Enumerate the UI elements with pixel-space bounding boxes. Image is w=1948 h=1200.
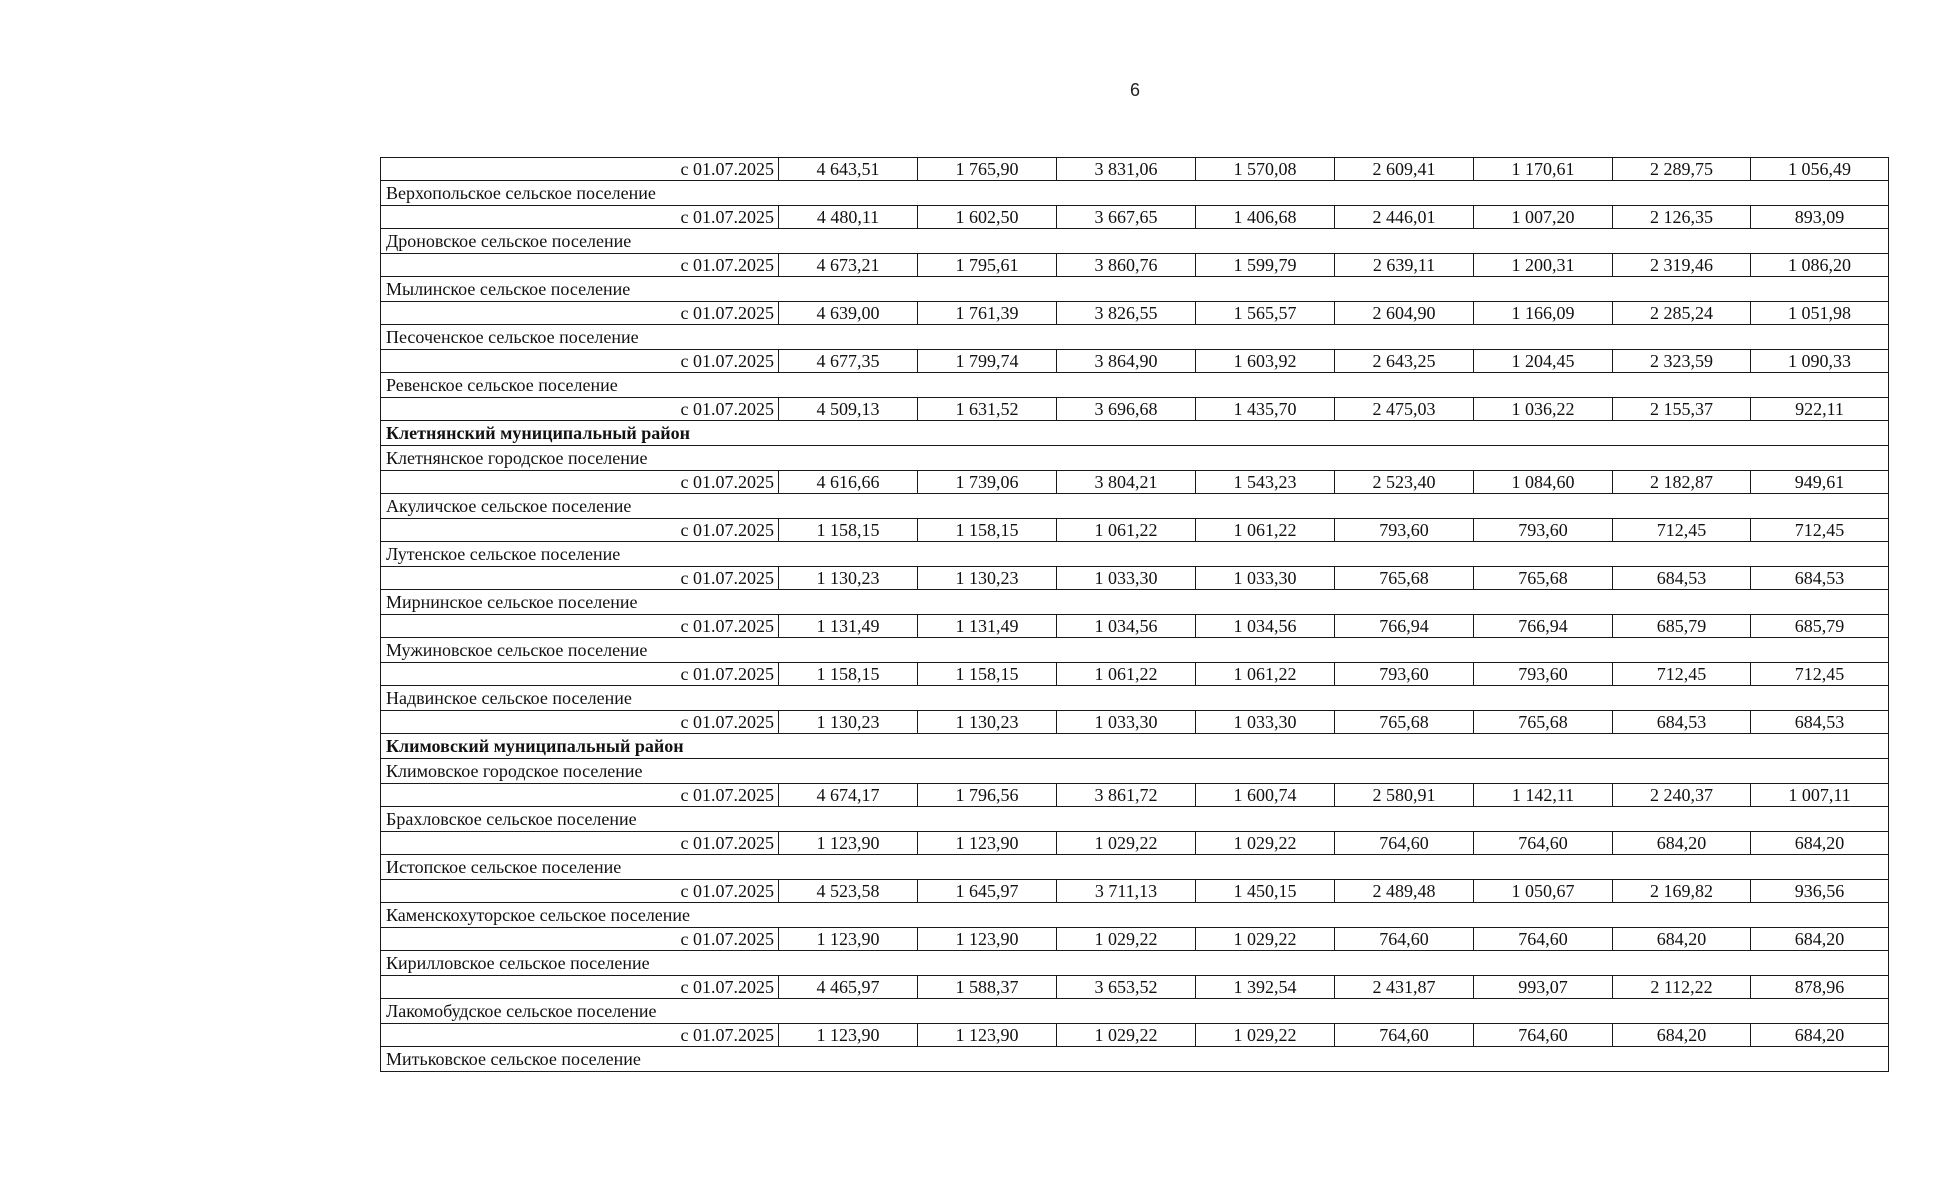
table-row — [381, 784, 1889, 807]
value-cell: 3 826,55 — [1057, 302, 1196, 325]
date-cell: с 01.07.2025 — [381, 302, 779, 325]
value-cell: 1 166,09 — [1474, 302, 1613, 325]
value-cell: 1 123,90 — [779, 832, 918, 855]
value-cell: 1 036,22 — [1474, 398, 1613, 421]
settlement-row — [381, 686, 1889, 711]
date-cell: с 01.07.2025 — [381, 663, 779, 686]
value-cell: 684,53 — [1751, 711, 1889, 734]
settlement-row — [381, 759, 1889, 784]
page-number: 6 — [1129, 80, 1140, 100]
value-cell: 1 565,57 — [1196, 302, 1335, 325]
value-cell: 1 170,61 — [1474, 158, 1613, 181]
value-cell: 684,20 — [1613, 832, 1751, 855]
district-header-row — [381, 734, 1889, 759]
value-cell: 1 392,54 — [1196, 976, 1335, 999]
settlement-name: Митьковское сельское поселение — [381, 1047, 1889, 1072]
value-cell: 1 061,22 — [1057, 519, 1196, 542]
value-cell: 2 240,37 — [1613, 784, 1751, 807]
value-cell: 3 864,90 — [1057, 350, 1196, 373]
table-row — [381, 928, 1889, 951]
value-cell: 1 406,68 — [1196, 206, 1335, 229]
value-cell: 949,61 — [1751, 471, 1889, 494]
settlement-row — [381, 855, 1889, 880]
value-cell: 2 431,87 — [1335, 976, 1474, 999]
value-cell: 1 130,23 — [779, 711, 918, 734]
value-cell: 712,45 — [1613, 519, 1751, 542]
value-cell: 2 323,59 — [1613, 350, 1751, 373]
value-cell: 3 804,21 — [1057, 471, 1196, 494]
value-cell: 1 200,31 — [1474, 254, 1613, 277]
value-cell: 1 061,22 — [1196, 519, 1335, 542]
table-row — [381, 976, 1889, 999]
value-cell: 1 123,90 — [918, 1024, 1057, 1047]
settlement-name: Акуличское сельское поселение — [381, 494, 1889, 519]
table-row — [381, 663, 1889, 686]
value-cell: 1 799,74 — [918, 350, 1057, 373]
settlement-name: Ревенское сельское поселение — [381, 373, 1889, 398]
value-cell: 3 653,52 — [1057, 976, 1196, 999]
value-cell: 1 158,15 — [918, 663, 1057, 686]
date-cell: с 01.07.2025 — [381, 471, 779, 494]
value-cell: 1 061,22 — [1057, 663, 1196, 686]
value-cell: 2 643,25 — [1335, 350, 1474, 373]
value-cell: 4 523,58 — [779, 880, 918, 903]
table-row — [381, 832, 1889, 855]
value-cell: 1 033,30 — [1196, 567, 1335, 590]
value-cell: 793,60 — [1335, 663, 1474, 686]
value-cell: 793,60 — [1474, 663, 1613, 686]
value-cell: 1 084,60 — [1474, 471, 1613, 494]
district-name: Клетнянский муниципальный район — [381, 421, 1889, 446]
settlement-name: Дроновское сельское поселение — [381, 229, 1889, 254]
value-cell: 4 465,97 — [779, 976, 918, 999]
value-cell: 1 795,61 — [918, 254, 1057, 277]
settlement-row — [381, 229, 1889, 254]
date-cell: с 01.07.2025 — [381, 350, 779, 373]
settlement-name: Мылинское сельское поселение — [381, 277, 1889, 302]
value-cell: 1 158,15 — [779, 663, 918, 686]
value-cell: 1 543,23 — [1196, 471, 1335, 494]
value-cell: 1 588,37 — [918, 976, 1057, 999]
value-cell: 1 130,23 — [918, 711, 1057, 734]
value-cell: 764,60 — [1474, 928, 1613, 951]
value-cell: 1 131,49 — [779, 615, 918, 638]
value-cell: 2 155,37 — [1613, 398, 1751, 421]
value-cell: 2 126,35 — [1613, 206, 1751, 229]
value-cell: 878,96 — [1751, 976, 1889, 999]
table-row — [381, 398, 1889, 421]
settlement-row — [381, 999, 1889, 1024]
value-cell: 766,94 — [1335, 615, 1474, 638]
value-cell: 2 319,46 — [1613, 254, 1751, 277]
settlement-row — [381, 325, 1889, 350]
value-cell: 4 643,51 — [779, 158, 918, 181]
value-cell: 4 480,11 — [779, 206, 918, 229]
value-cell: 764,60 — [1335, 928, 1474, 951]
value-cell: 2 169,82 — [1613, 880, 1751, 903]
value-cell: 684,53 — [1751, 567, 1889, 590]
settlement-row — [381, 638, 1889, 663]
value-cell: 893,09 — [1751, 206, 1889, 229]
value-cell: 2 489,48 — [1335, 880, 1474, 903]
settlement-name: Лакомобудское сельское поселение — [381, 999, 1889, 1024]
value-cell: 684,20 — [1751, 1024, 1889, 1047]
value-cell: 793,60 — [1335, 519, 1474, 542]
value-cell: 1 029,22 — [1057, 1024, 1196, 1047]
table-row — [381, 880, 1889, 903]
table-row — [381, 254, 1889, 277]
date-cell: с 01.07.2025 — [381, 976, 779, 999]
table-row — [381, 158, 1889, 181]
settlement-row — [381, 903, 1889, 928]
table-row — [381, 567, 1889, 590]
settlement-row — [381, 1047, 1889, 1072]
date-cell: с 01.07.2025 — [381, 398, 779, 421]
settlement-row — [381, 446, 1889, 471]
settlement-row — [381, 181, 1889, 206]
value-cell: 2 604,90 — [1335, 302, 1474, 325]
value-cell: 684,53 — [1613, 567, 1751, 590]
settlement-row — [381, 373, 1889, 398]
settlement-row — [381, 590, 1889, 615]
value-cell: 766,94 — [1474, 615, 1613, 638]
value-cell: 684,20 — [1613, 928, 1751, 951]
table-row — [381, 711, 1889, 734]
value-cell: 764,60 — [1474, 1024, 1613, 1047]
value-cell: 712,45 — [1751, 663, 1889, 686]
value-cell: 1 029,22 — [1057, 832, 1196, 855]
settlement-name: Климовское городское поселение — [381, 759, 1889, 784]
value-cell: 1 034,56 — [1196, 615, 1335, 638]
settlement-name: Мужиновское сельское поселение — [381, 638, 1889, 663]
value-cell: 1 034,56 — [1057, 615, 1196, 638]
settlement-row — [381, 951, 1889, 976]
table-row — [381, 615, 1889, 638]
value-cell: 1 056,49 — [1751, 158, 1889, 181]
district-name: Климовский муниципальный район — [381, 734, 1889, 759]
value-cell: 1 599,79 — [1196, 254, 1335, 277]
value-cell: 1 123,90 — [779, 928, 918, 951]
value-cell: 1 570,08 — [1196, 158, 1335, 181]
value-cell: 1 761,39 — [918, 302, 1057, 325]
value-cell: 684,20 — [1751, 832, 1889, 855]
value-cell: 1 645,97 — [918, 880, 1057, 903]
value-cell: 684,20 — [1751, 928, 1889, 951]
value-cell: 1 131,49 — [918, 615, 1057, 638]
value-cell: 1 033,30 — [1057, 711, 1196, 734]
value-cell: 712,45 — [1613, 663, 1751, 686]
value-cell: 2 609,41 — [1335, 158, 1474, 181]
value-cell: 1 086,20 — [1751, 254, 1889, 277]
tariff-table-body — [381, 158, 1889, 1072]
date-cell: с 01.07.2025 — [381, 158, 779, 181]
value-cell: 922,11 — [1751, 398, 1889, 421]
value-cell: 4 677,35 — [779, 350, 918, 373]
value-cell: 2 639,11 — [1335, 254, 1474, 277]
settlement-name: Клетнянское городское поселение — [381, 446, 1889, 471]
value-cell: 2 182,87 — [1613, 471, 1751, 494]
value-cell: 1 158,15 — [779, 519, 918, 542]
value-cell: 1 602,50 — [918, 206, 1057, 229]
settlement-name: Лутенское сельское поселение — [381, 542, 1889, 567]
date-cell: с 01.07.2025 — [381, 615, 779, 638]
value-cell: 764,60 — [1335, 832, 1474, 855]
value-cell: 3 667,65 — [1057, 206, 1196, 229]
value-cell: 764,60 — [1474, 832, 1613, 855]
date-cell: с 01.07.2025 — [381, 832, 779, 855]
value-cell: 1 029,22 — [1196, 928, 1335, 951]
value-cell: 1 130,23 — [779, 567, 918, 590]
value-cell: 1 450,15 — [1196, 880, 1335, 903]
settlement-name: Надвинское сельское поселение — [381, 686, 1889, 711]
date-cell: с 01.07.2025 — [381, 567, 779, 590]
value-cell: 1 029,22 — [1196, 832, 1335, 855]
value-cell: 1 142,11 — [1474, 784, 1613, 807]
value-cell: 4 674,17 — [779, 784, 918, 807]
value-cell: 1 158,15 — [918, 519, 1057, 542]
date-cell: с 01.07.2025 — [381, 784, 779, 807]
value-cell: 1 600,74 — [1196, 784, 1335, 807]
district-header-row — [381, 421, 1889, 446]
value-cell: 1 130,23 — [918, 567, 1057, 590]
value-cell: 1 123,90 — [918, 832, 1057, 855]
settlement-row — [381, 277, 1889, 302]
value-cell: 1 007,20 — [1474, 206, 1613, 229]
tariff-table — [380, 157, 1889, 1072]
value-cell: 3 711,13 — [1057, 880, 1196, 903]
settlement-name: Каменскохуторское сельское поселение — [381, 903, 1889, 928]
settlement-name: Брахловское сельское поселение — [381, 807, 1889, 832]
value-cell: 1 603,92 — [1196, 350, 1335, 373]
table-row — [381, 302, 1889, 325]
value-cell: 765,68 — [1474, 567, 1613, 590]
value-cell: 1 631,52 — [918, 398, 1057, 421]
date-cell: с 01.07.2025 — [381, 880, 779, 903]
value-cell: 2 475,03 — [1335, 398, 1474, 421]
value-cell: 3 696,68 — [1057, 398, 1196, 421]
date-cell: с 01.07.2025 — [381, 928, 779, 951]
table-row — [381, 471, 1889, 494]
value-cell: 685,79 — [1751, 615, 1889, 638]
table-row — [381, 350, 1889, 373]
value-cell: 2 112,22 — [1613, 976, 1751, 999]
value-cell: 765,68 — [1335, 711, 1474, 734]
value-cell: 2 446,01 — [1335, 206, 1474, 229]
value-cell: 4 509,13 — [779, 398, 918, 421]
value-cell: 2 285,24 — [1613, 302, 1751, 325]
value-cell: 1 033,30 — [1057, 567, 1196, 590]
value-cell: 712,45 — [1751, 519, 1889, 542]
value-cell: 2 289,75 — [1613, 158, 1751, 181]
value-cell: 4 673,21 — [779, 254, 918, 277]
value-cell: 1 061,22 — [1196, 663, 1335, 686]
value-cell: 1 435,70 — [1196, 398, 1335, 421]
settlement-name: Истопское сельское поселение — [381, 855, 1889, 880]
date-cell: с 01.07.2025 — [381, 206, 779, 229]
value-cell: 1 739,06 — [918, 471, 1057, 494]
value-cell: 993,07 — [1474, 976, 1613, 999]
table-row — [381, 1024, 1889, 1047]
value-cell: 936,56 — [1751, 880, 1889, 903]
value-cell: 1 050,67 — [1474, 880, 1613, 903]
value-cell: 1 090,33 — [1751, 350, 1889, 373]
value-cell: 765,68 — [1474, 711, 1613, 734]
settlement-name: Песоченское сельское поселение — [381, 325, 1889, 350]
value-cell: 4 616,66 — [779, 471, 918, 494]
value-cell: 1 051,98 — [1751, 302, 1889, 325]
value-cell: 3 861,72 — [1057, 784, 1196, 807]
value-cell: 1 765,90 — [918, 158, 1057, 181]
value-cell: 1 029,22 — [1057, 928, 1196, 951]
value-cell: 1 123,90 — [918, 928, 1057, 951]
value-cell: 2 580,91 — [1335, 784, 1474, 807]
value-cell: 765,68 — [1335, 567, 1474, 590]
value-cell: 684,53 — [1613, 711, 1751, 734]
value-cell: 1 033,30 — [1196, 711, 1335, 734]
table-row — [381, 519, 1889, 542]
settlement-row — [381, 542, 1889, 567]
settlement-name: Кирилловское сельское поселение — [381, 951, 1889, 976]
settlement-row — [381, 807, 1889, 832]
value-cell: 685,79 — [1613, 615, 1751, 638]
value-cell: 1 123,90 — [779, 1024, 918, 1047]
value-cell: 1 007,11 — [1751, 784, 1889, 807]
value-cell: 3 831,06 — [1057, 158, 1196, 181]
date-cell: с 01.07.2025 — [381, 1024, 779, 1047]
date-cell: с 01.07.2025 — [381, 254, 779, 277]
table-row — [381, 206, 1889, 229]
value-cell: 3 860,76 — [1057, 254, 1196, 277]
value-cell: 1 796,56 — [918, 784, 1057, 807]
value-cell: 793,60 — [1474, 519, 1613, 542]
value-cell: 4 639,00 — [779, 302, 918, 325]
date-cell: с 01.07.2025 — [381, 519, 779, 542]
settlement-name: Верхопольское сельское поселение — [381, 181, 1889, 206]
date-cell: с 01.07.2025 — [381, 711, 779, 734]
settlement-row — [381, 494, 1889, 519]
value-cell: 2 523,40 — [1335, 471, 1474, 494]
value-cell: 764,60 — [1335, 1024, 1474, 1047]
value-cell: 684,20 — [1613, 1024, 1751, 1047]
value-cell: 1 204,45 — [1474, 350, 1613, 373]
settlement-name: Мирнинское сельское поселение — [381, 590, 1889, 615]
value-cell: 1 029,22 — [1196, 1024, 1335, 1047]
